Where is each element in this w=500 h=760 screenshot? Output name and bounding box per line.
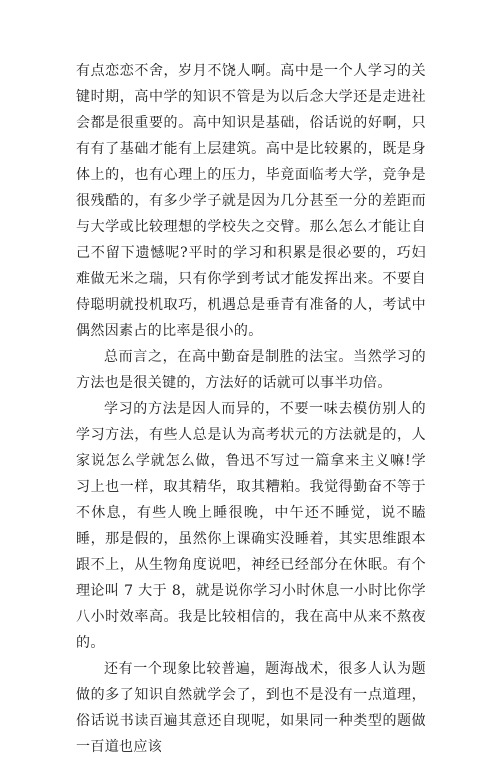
paragraph-3: 学习的方法是因人而异的，不要一味去模仿别人的学习方法，有些人总是认为高考状元的方法就是的，人家说怎么学就怎么做，鲁迅不写过一篇拿来主义嘛!学习上也一样，取其精华，取其糟粕。我觉得勤奋不等于不休息，有些人晚上睡很晚，中午还不睡觉，说不瞌睡，那是假的，虽然你上课确实没睡着，其实思维跟本跟不上，从生物角度说吧，神经已经部分在休眠。有个理论叫 7 大于 8，就是说你学习小时休息一小时比你学八小时效率高。我是比较相信的，我在高中从来不熬夜的。 [76, 401, 426, 651]
paragraph-2: 总而言之，在高中勤奋是制胜的法宝。当然学习的方法也是很关键的，方法好的话就可以事半功倍。 [76, 349, 426, 391]
document-body [76, 58, 426, 760]
paragraph-4: 还有一个现象比较普遍，题海战术，很多人认为题做的多了知识自然就学会了，到也不是没有一点道理，俗话说书读百遍其意还自现呢，如果同一种类型的题做一百道也应该 [76, 661, 426, 755]
paragraph-1: 有点恋恋不舍，岁月不饶人啊。高中是一个人学习的关键时期，高中学的知识不管是为以后念大学还是走进社会都是很重要的。高中知识是基础，俗话说的好啊，只有有了基础才能有上层建筑。高中是比较累的，既是身体上的，也有心理上的压力，毕竟面临考大学，竞争是很残酷的，有多少学子就是因为几分甚至一分的差距而与大学或比较理想的学校失之交臂。那么怎么才能让自己不留下遗憾呢?平时的学习和积累是很必要的，巧妇难做无米之瑞，只有你学到考试才能发挥出来。不要自侍聪明就投机取巧，机遇总是垂青有准备的人，考试中偶然因素占的比率是很小的。 [76, 63, 426, 339]
